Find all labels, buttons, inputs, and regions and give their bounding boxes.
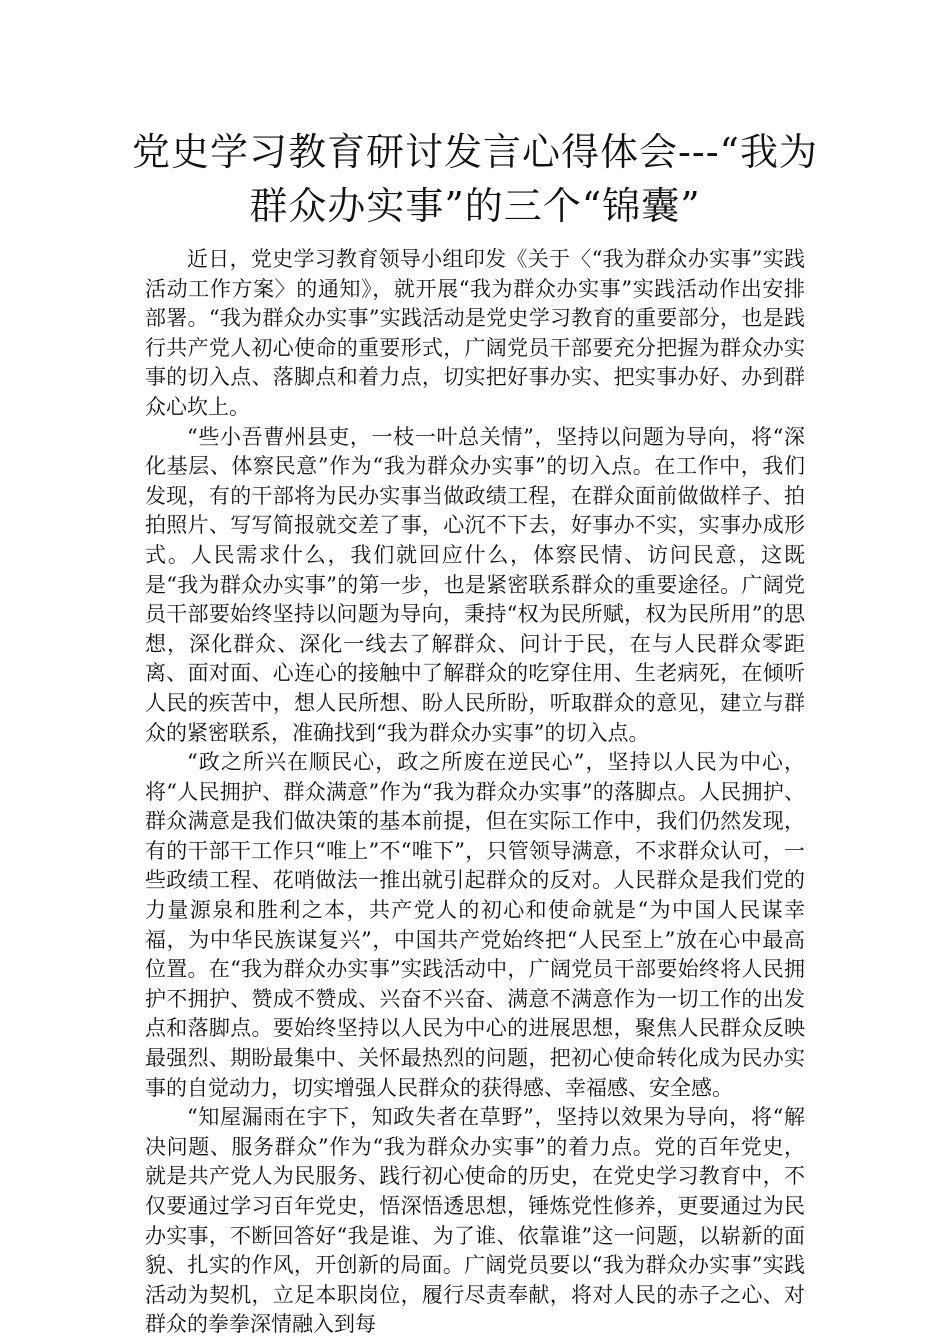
paragraph-focus-point: “知屋漏雨在宇下，知政失者在草野”，坚持以效果为导向，将“解决问题、服务群众”作为“我为群众办实事”的着力点。党的百年党史，就是共产党人为民服务、践行初心使命的历史，在党史学习教育中，不仅要通过学习百年党史，悟深悟透思想，锤炼党性修养，更要通过为民办实事，不断回答好“我是谁、为了谁、依靠谁”这一问题，以崭新的面貌、扎实的作风，开创新的局面。广阔党员要以“我为群众办实事”实践活动为契机，立足本职岗位，履行尽责奉献，将对人民的赤子之心、对群众的拳拳深情融入到每 [145, 1105, 805, 1337]
paragraph-foothold: “政之所兴在顺民心，政之所废在逆民心”，坚持以人民为中心，将“人民拥护、群众满意”作为“我为群众办实事”的落脚点。人民拥护、群众满意是我们做决策的基本前提，但在实际工作中，我们仍然发现，有的干部干工作只“唯上”不“唯下”，只管领导满意，不求群众认可，一些政绩工程、花哨做法一推出就引起群众的反对。人民群众是我们党的力量源泉和胜利之本，共产党人的初心和使命就是“为中国人民谋幸福，为中华民族谋复兴”，中国共产党始终把“人民至上”放在心中最高位置。在“我为群众办实事”实践活动中，广阔党员干部要始终将人民拥护不拥护、赞成不赞成、兴奋不兴奋、满意不满意作为一切工作的出发点和落脚点。要始终坚持以人民为中心的进展思想，聚焦人民群众反映最强烈、期盼最集中、关怀最热烈的问题，把初心使命转化成为民办实事的自觉动力，切实增强人民群众的获得感、幸福感、安全感。 [145, 750, 805, 1100]
document-title [120, 125, 830, 233]
paragraph-intro: 近日，党史学习教育领导小组印发《关于〈“我为群众办实事”实践活动工作方案〉的通知》，就开展“我为群众办实事”实践活动作出安排部署。“我为群众办实事”实践活动是党史学习教育的重要部分，也是践行共产党人初心使命的重要形式，广阔党员干部要充分把握为群众办实事的切入点、落脚点和着力点，切实把好事办实、把实事办好、办到群众心坎上。 [145, 247, 805, 419]
title-line-2: 群众办实事”的三个“锦囊” [249, 184, 701, 228]
document-body [145, 245, 805, 1340]
paragraph-entry-point: “些小吾曹州县吏，一枝一叶总关情”，坚持以问题为导向，将“深化基层、体察民意”作为“我为群众办实事”的切入点。在工作中，我们发现，有的干部将为民办实事当做政绩工程，在群众面前做做样子、拍拍照片、写写简报就交差了事，心沉不下去，好事办不实，实事办成形式。人民需求什么，我们就回应什么，体察民情、访问民意，这既是“我为群众办实事”的第一步，也是紧密联系群众的重要途径。广阔党员干部要始终坚持以问题为导向，秉持“权为民所赋，权为民所用”的思想，深化群众、深化一线去了解群众、问计于民，在与人民群众零距离、面对面、心连心的接触中了解群众的吃穿住用、生老病死，在倾听人民的疾苦中，想人民所想、盼人民所盼，听取群众的意见，建立与群众的紧密联系，准确找到“我为群众办实事”的切入点。 [145, 424, 805, 745]
title-line-1: 党史学习教育研讨发言心得体会---“我为 [132, 130, 818, 174]
